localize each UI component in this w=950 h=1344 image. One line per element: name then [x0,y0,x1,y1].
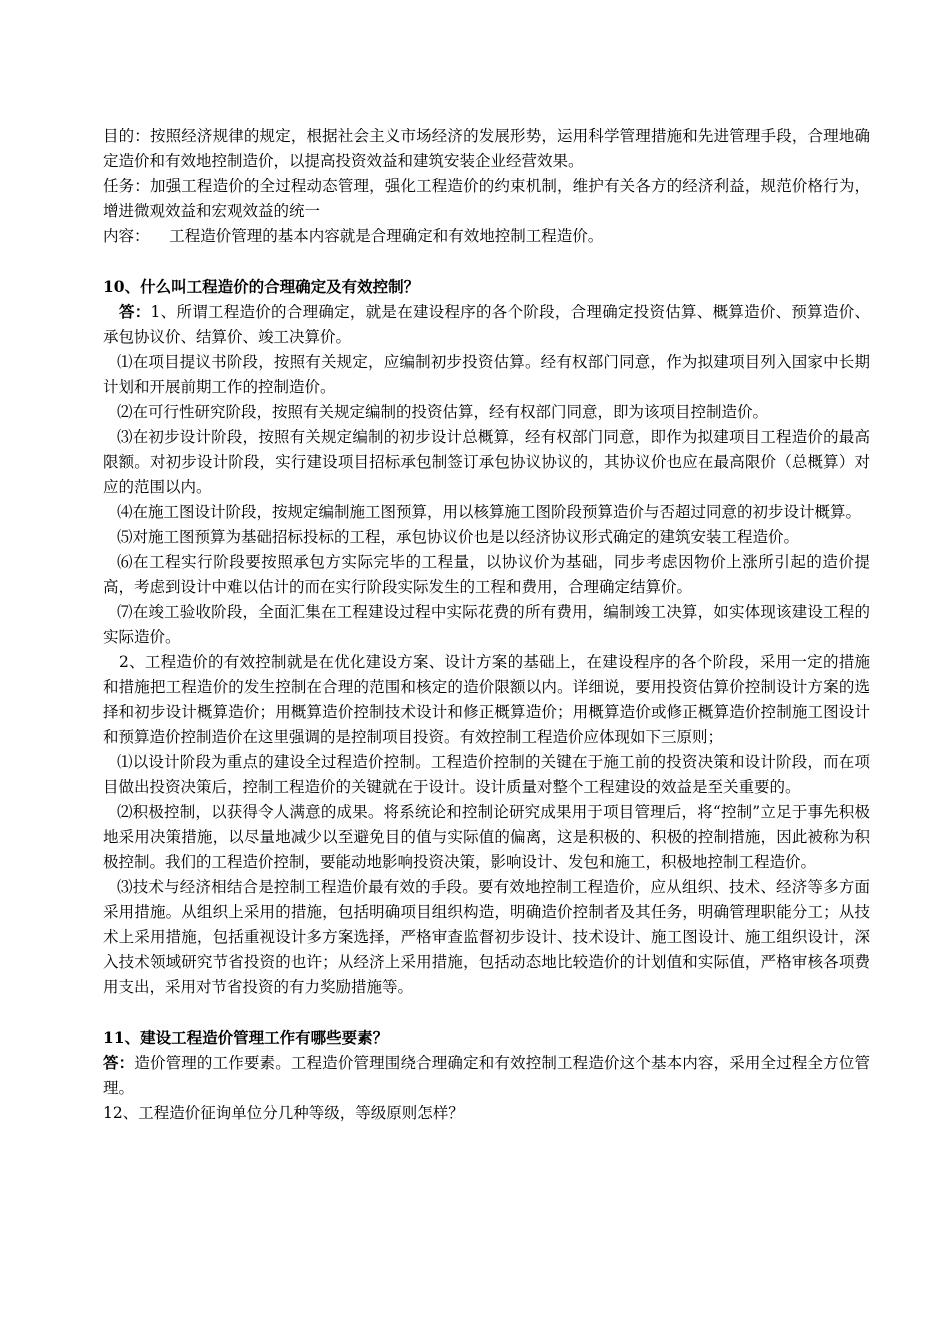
determination-item: ⑶在初步设计阶段，按照有关规定编制的初步设计总概算，经有权部门同意，即作为拟建项目工程造价的最高限额。对初步设计阶段，实行建设项目招标承包制签订承包协议协议的，其协议价也应在最高限价（总概算）对应的范围以内。 [103,428,870,496]
determination-item: ⑵在可行性研究阶段，按照有关规定编制的投资估算，经有权部门同意，即为该项目控制造价。 [117,403,769,421]
content-paragraph: 内容： 工程造价管理的基本内容就是合理确定和有效地控制工程造价。 [103,227,604,245]
determination-item: ⑴在项目提议书阶段，按照有关规定，应编制初步投资估算。经有权部门同意，作为拟建项目列入国家中长期计划和开展前期工作的控制造价。 [103,353,870,396]
question-12-heading: 12、工程造价征询单位分几种等级，等级原则怎样？ [103,1104,464,1122]
control-principle-item: ⑵积极控制，以获得令人满意的成果。将系统论和控制论研究成果用于项目管理后，将“控制”立足于事先积极地采用决策措施，以尽量地减少以至避免目的值与实际值的偏离，这是积极的、积极的控制措施，因此被称为积极控制。我们的工程造价控制，要能动地影响投资决策，影响设计、发包和施工，积极地控制工程造价。 [103,803,870,871]
task-paragraph: 任务：加强工程造价的全过程动态管理，强化工程造价的约束机制，维护有关各方的经济利益，规范价格行为，增进微观效益和宏观效益的统一 [103,177,870,220]
answer-label: 答： [119,302,151,321]
q11-answer [103,1050,870,1101]
spacer [103,249,870,274]
q10-answer-intro [103,299,870,350]
determination-item: ⑸对施工图预算为基础招标投标的工程，承包协议价也是以经济协议形式确定的建筑安装工程造价。 [117,528,800,546]
answer-text: 造价管理的工作要素。工程造价管理围绕合理确定和有效控制工程造价这个基本内容，采用全过程全方位管理。 [103,1054,870,1097]
answer-text: 1、所谓工程造价的合理确定，就是在建设程序的各个阶段，合理确定投资估算、概算造价、预算造价、承包协议价、结算价、竣工决算价。 [103,303,870,346]
determination-item: ⑺在竣工验收阶段，全面汇集在工程建设过程中实际花费的所有费用，编制竣工决算，如实体现该建设工程的实际造价。 [103,603,870,646]
control-principle-item: ⑴以设计阶段为重点的建设全过程造价控制。工程造价控制的关键在于施工前的投资决策和设计阶段，而在项目做出投资决策后，控制工程造价的关键就在于设计。设计质量对整个工程建设的效益是至关重要的。 [103,753,870,796]
control-principle-item: ⑶技术与经济相结合是控制工程造价最有效的手段。要有效地控制工程造价，应从组织、技术、经济等多方面采用措施。从组织上采用的措施，包括明确项目组织构造，明确造价控制者及其任务，明确管理职能分工；从技术上采用措施，包括重视设计多方案选择，严格审查监督初步设计、技术设计、施工图设计、施工组织设计，深入技术领域研究节省投资的也许；从经济上采用措施，包括动态地比较造价的计划值和实际值，严格审核各项费用支出，采用对节省投资的有力奖励措施等。 [103,878,870,996]
question-10-heading: 10、什么叫工程造价的合理确定及有效控制？ [103,277,420,296]
purpose-paragraph: 目的：按照经济规律的规定，根据社会主义市场经济的发展形势，运用科学管理措施和先进管理手段，合理地确定造价和有效地控制造价，以提高投资效益和建筑安装企业经营效果。 [103,127,870,170]
answer-label: 答： [103,1053,135,1072]
determination-item: ⑹在工程实行阶段要按照承包方实际完毕的工程量，以协议价为基础，同步考虑因物价上涨所引起的造价提高，考虑到设计中难以估计的而在实行阶段实际发生的工程和费用，合理确定结算价。 [103,553,870,596]
spacer [103,1000,870,1025]
control-intro-paragraph: 2、工程造价的有效控制就是在优化建设方案、设计方案的基础上，在建设程序的各个阶段，采用一定的措施和措施把工程造价的发生控制在合理的范围和核定的造价限额以内。详细说，要用投资估算价控制设计方案的选择和初步设计概算造价；用概算造价控制技术设计和修正概算造价；用概算造价或修正概算造价控制施工图设计和预算造价控制造价在这里强调的是控制项目投资。有效控制工程造价应体现如下三原则； [103,653,870,746]
question-11-heading: 11、建设工程造价管理工作有哪些要素？ [103,1028,389,1047]
determination-item: ⑷在施工图设计阶段，按规定编制施工图预算，用以核算施工图阶段预算造价与否超过同意的初步设计概算。 [117,503,862,521]
